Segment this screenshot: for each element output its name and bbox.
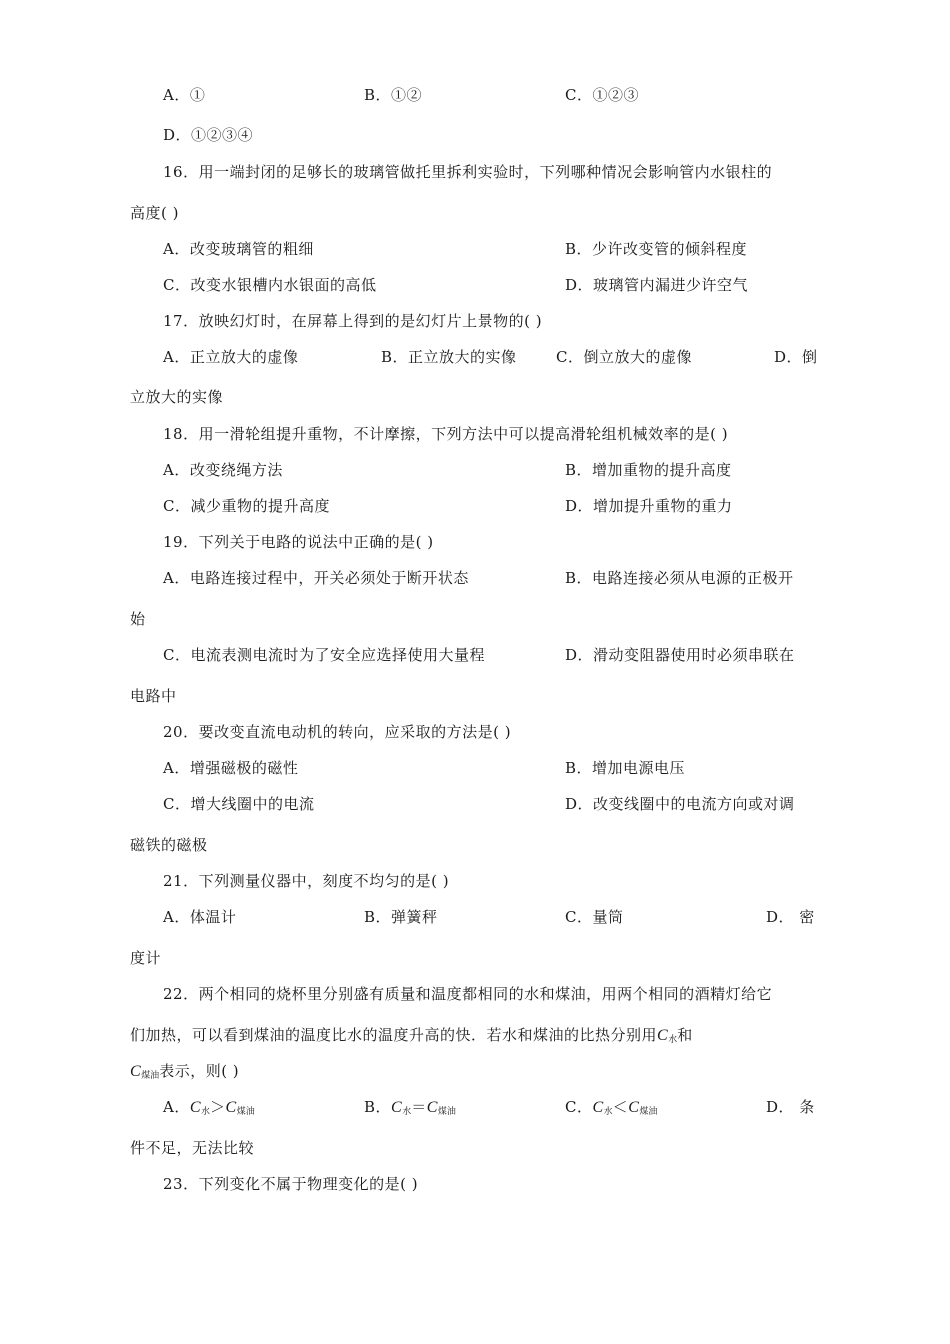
- q21-option-c: C．量筒: [565, 908, 624, 926]
- equals: ＝: [411, 1098, 427, 1116]
- q22-stem-end-text: 表示，则( ): [159, 1062, 240, 1080]
- q17-option-b: B．正立放大的实像: [381, 348, 517, 366]
- q22-stem-text: 们加热，可以看到煤油的温度比水的温度升高的快．若水和煤油的比热分别用: [130, 1026, 658, 1044]
- q22-option-d: D． 条: [766, 1098, 815, 1116]
- q19-option-b: B．电路连接必须从电源的正极开: [565, 569, 794, 587]
- q19-option-c: C．电流表测电流时为了安全应选择使用大量程: [163, 646, 485, 664]
- c-symbol: C: [592, 1099, 604, 1116]
- q17-option-d-cont: 立放大的实像: [130, 388, 224, 406]
- q20-option-d: D．改变线圈中的电流方向或对调: [565, 795, 795, 813]
- q15-option-a: A．①: [163, 86, 206, 104]
- q21-option-d-cont: 度计: [130, 949, 162, 967]
- q20-option-d-cont: 磁铁的磁极: [130, 836, 208, 854]
- q16-stem: 16．用一端封闭的足够长的玻璃管做托里拆利实验时，下列哪种情况会影响管内水银柱的: [163, 163, 773, 181]
- water-subscript: 水: [668, 1035, 678, 1045]
- q22-option-a: [163, 1096, 255, 1117]
- q20-option-b: B．增加电源电压: [565, 759, 686, 777]
- q19-option-d-cont: 电路中: [130, 687, 177, 705]
- c-symbol: C: [225, 1099, 237, 1116]
- q21-option-a: A．体温计: [163, 908, 237, 926]
- c-symbol: C: [628, 1099, 640, 1116]
- q22-option-c: [565, 1096, 657, 1117]
- water-subscript: 水: [603, 1107, 613, 1117]
- option-label: C．: [565, 1098, 593, 1116]
- q18-option-a: A．改变绕绳方法: [163, 461, 283, 479]
- q16-stem-cont: 高度( ): [130, 204, 179, 222]
- q17-option-c: C．倒立放大的虚像: [556, 348, 692, 366]
- q22-and: 和: [677, 1026, 693, 1044]
- oil-subscript: 煤油: [141, 1071, 160, 1081]
- q21-stem: 21．下列测量仪器中，刻度不均匀的是( ): [163, 872, 450, 890]
- q22-stem: 22．两个相同的烧杯里分别盛有质量和温度都相同的水和煤油，用两个相同的酒精灯给它: [163, 985, 773, 1003]
- oil-subscript: 煤油: [236, 1107, 255, 1117]
- q21-option-b: B．弹簧秤: [364, 908, 438, 926]
- oil-subscript: 煤油: [639, 1107, 658, 1117]
- q20-option-c: C．增大线圈中的电流: [163, 795, 315, 813]
- q20-stem: 20．要改变直流电动机的转向，应采取的方法是( ): [163, 723, 512, 741]
- c-symbol: C: [426, 1099, 438, 1116]
- q17-stem: 17．放映幻灯时，在屏幕上得到的是幻灯片上景物的( ): [163, 312, 543, 330]
- q16-option-b: B．少许改变管的倾斜程度: [565, 240, 748, 258]
- q16-option-c: C．改变水银槽内水银面的高低: [163, 276, 377, 294]
- q23-stem: 23．下列变化不属于物理变化的是( ): [163, 1175, 419, 1193]
- q18-stem: 18．用一滑轮组提升重物，不计摩擦，下列方法中可以提高滑轮组机械效率的是( ): [163, 425, 729, 443]
- q20-option-a: A．增强磁极的磁性: [163, 759, 299, 777]
- q19-option-d: D．滑动变阻器使用时必须串联在: [565, 646, 795, 664]
- less-than: ＜: [612, 1098, 629, 1116]
- q15-option-c: C．①②③: [565, 86, 639, 104]
- q17-option-a: A．正立放大的虚像: [163, 348, 299, 366]
- water-subscript: 水: [201, 1107, 211, 1117]
- option-label: B．: [364, 1098, 392, 1116]
- c-oil-symbol: C: [130, 1063, 142, 1080]
- q15-option-d: D．①②③④: [163, 126, 254, 144]
- option-label: A．: [163, 1098, 190, 1116]
- q18-option-c: C．减少重物的提升高度: [163, 497, 330, 515]
- q21-option-d: D． 密: [766, 908, 815, 926]
- q15-option-b: B．①②: [364, 86, 423, 104]
- c-water-symbol: C: [657, 1027, 669, 1044]
- q16-option-d: D．玻璃管内漏进少许空气: [565, 276, 749, 294]
- q18-option-b: B．增加重物的提升高度: [565, 461, 732, 479]
- q19-option-a: A．电路连接过程中，开关必须处于断开状态: [163, 569, 469, 587]
- oil-subscript: 煤油: [437, 1107, 456, 1117]
- q22-option-b: [364, 1096, 456, 1117]
- q19-stem: 19．下列关于电路的说法中正确的是( ): [163, 533, 434, 551]
- q22-stem-end: [130, 1060, 239, 1081]
- water-subscript: 水: [402, 1107, 412, 1117]
- q19-option-b-cont: 始: [130, 610, 146, 628]
- q22-stem-cont: [130, 1024, 693, 1045]
- q17-option-d: D．倒: [774, 348, 818, 366]
- greater-than: ＞: [210, 1098, 226, 1116]
- q18-option-d: D．增加提升重物的重力: [565, 497, 733, 515]
- c-symbol: C: [391, 1099, 403, 1116]
- c-symbol: C: [189, 1099, 202, 1116]
- q22-option-d-cont: 件不足，无法比较: [130, 1139, 255, 1157]
- q16-option-a: A．改变玻璃管的粗细: [163, 240, 314, 258]
